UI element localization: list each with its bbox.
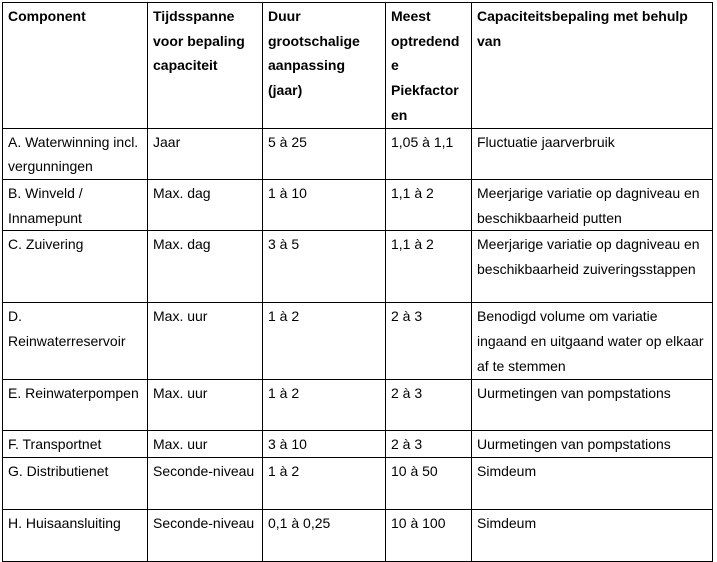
table-header-row <box>3 3 713 129</box>
cell-piekfactor: 10 à 50 <box>386 458 472 510</box>
capacity-table <box>2 2 713 562</box>
cell-duur: 0,1 à 0,25 <box>263 510 386 562</box>
cell-tijdsspanne: Max. uur <box>148 303 263 380</box>
cell-capaciteitsbepaling: Fluctuatie jaarverbruik <box>472 128 713 179</box>
cell-capaciteitsbepaling: Meerjarige variatie op dagniveau en beschikbaarheid zuiveringsstappen <box>472 231 713 303</box>
cell-piekfactor: 2 à 3 <box>386 380 472 431</box>
cell-duur: 5 à 25 <box>263 128 386 179</box>
cell-component: D. Reinwaterreservoir <box>3 303 148 380</box>
cell-piekfactor: 10 à 100 <box>386 510 472 562</box>
cell-duur: 1 à 10 <box>263 179 386 230</box>
cell-component: B. Winveld / Innamepunt <box>3 179 148 230</box>
cell-tijdsspanne: Max. dag <box>148 231 263 303</box>
cell-duur: 3 à 10 <box>263 431 386 458</box>
header-component: Component <box>3 3 148 129</box>
header-capaciteitsbepaling: Capaciteitsbepaling met behulp van <box>472 3 713 129</box>
table-row <box>3 128 713 179</box>
cell-tijdsspanne: Seconde-niveau <box>148 458 263 510</box>
cell-tijdsspanne: Jaar <box>148 128 263 179</box>
table-row <box>3 458 713 510</box>
cell-duur: 1 à 2 <box>263 303 386 380</box>
cell-piekfactor: 2 à 3 <box>386 303 472 380</box>
table-row <box>3 231 713 303</box>
cell-capaciteitsbepaling: Simdeum <box>472 510 713 562</box>
table-row <box>3 510 713 562</box>
cell-piekfactor: 1,1 à 2 <box>386 231 472 303</box>
cell-component: A. Waterwinning incl. vergunningen <box>3 128 148 179</box>
cell-capaciteitsbepaling: Uurmetingen van pompstations <box>472 380 713 431</box>
cell-component: C. Zuivering <box>3 231 148 303</box>
cell-tijdsspanne: Seconde-niveau <box>148 510 263 562</box>
cell-duur: 1 à 2 <box>263 458 386 510</box>
cell-component: E. Reinwaterpompen <box>3 380 148 431</box>
cell-tijdsspanne: Max. dag <box>148 179 263 230</box>
cell-duur: 3 à 5 <box>263 231 386 303</box>
cell-capaciteitsbepaling: Benodigd volume om variatie ingaand en uitgaand water op elkaar af te stemmen <box>472 303 713 380</box>
header-tijdsspanne: Tijdsspanne voor bepaling capaciteit <box>148 3 263 129</box>
cell-piekfactor: 2 à 3 <box>386 431 472 458</box>
cell-duur: 1 à 2 <box>263 380 386 431</box>
cell-tijdsspanne: Max. uur <box>148 431 263 458</box>
table-row <box>3 431 713 458</box>
table-row <box>3 303 713 380</box>
cell-capaciteitsbepaling: Uurmetingen van pompstations <box>472 431 713 458</box>
header-duur: Duur grootschalige aanpassing (jaar) <box>263 3 386 129</box>
cell-capaciteitsbepaling: Simdeum <box>472 458 713 510</box>
cell-piekfactor: 1,05 à 1,1 <box>386 128 472 179</box>
table-row <box>3 380 713 431</box>
cell-tijdsspanne: Max. uur <box>148 380 263 431</box>
cell-component: F. Transportnet <box>3 431 148 458</box>
cell-component: G. Distributienet <box>3 458 148 510</box>
cell-capaciteitsbepaling: Meerjarige variatie op dagniveau en beschikbaarheid putten <box>472 179 713 230</box>
table-row <box>3 179 713 230</box>
cell-piekfactor: 1,1 à 2 <box>386 179 472 230</box>
header-piekfactor: Meest optredend e Piekfactor en <box>386 3 472 129</box>
cell-component: H. Huisaansluiting <box>3 510 148 562</box>
